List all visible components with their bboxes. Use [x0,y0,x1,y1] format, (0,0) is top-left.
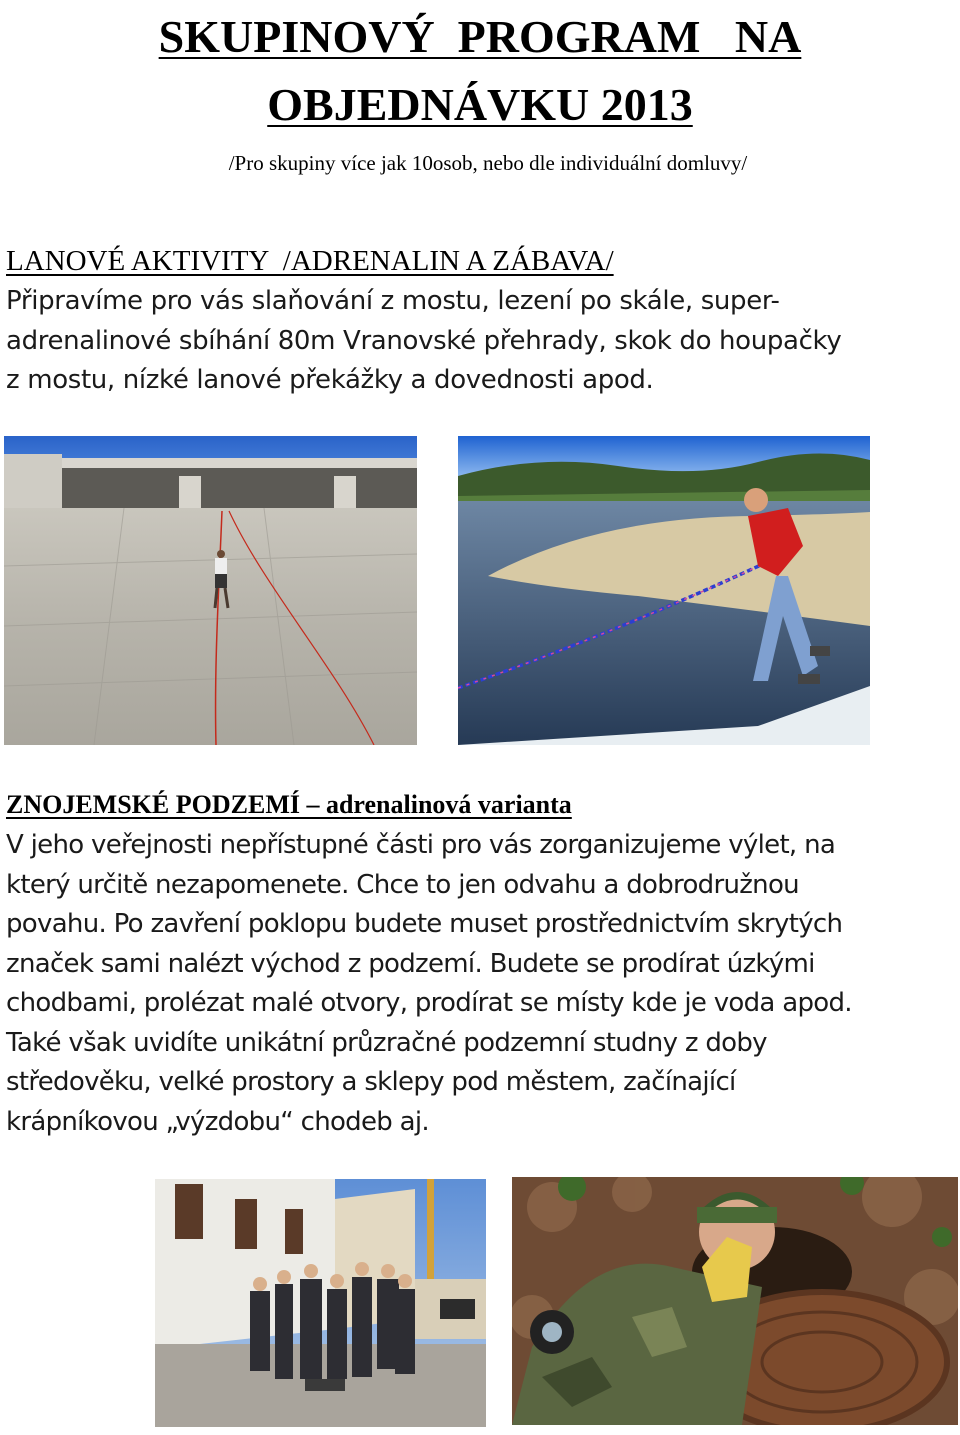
text-line: značek sami nalézt východ z podzemí. Budete se prodírat úzkými [6,948,815,979]
text-line: povahu. Po zavření poklopu budete muset prostřednictvím skrytých [6,909,843,939]
photo-manhole [512,1177,958,1425]
text-line: V jeho veřejnosti nepřístupné části pro vás zorganizujeme výlet, na [6,830,836,860]
text-line: adrenalinové sbíhání 80m Vranovské přehrady, skok do houpačky [6,325,842,356]
page-title [0,8,960,134]
photo-group-street [155,1179,486,1427]
text-line: krápníkovou „výzdobu“ chodeb aj. [6,1106,429,1137]
section-heading-underground: ZNOJEMSKÉ PODZEMÍ – adrenalinová varianta [6,790,572,819]
text-line: středověku, velké prostory a sklepy pod městem, začínající [6,1067,736,1097]
section-heading-rope-activities: LANOVÉ AKTIVITY /ADRENALIN A ZÁBAVA/ [6,245,614,277]
text-line: který určitě nezapomenete. Chce to jen odvahu a dobrodružnou [6,869,799,900]
text-line: Připravíme pro vás slaňování z mostu, lezení po skále, super- [6,286,780,316]
text-line: chodbami, prolézat malé otvory, prodírat se místy kde je voda apod. [6,988,852,1018]
text-line: Také však uvidíte unikátní průzračné podzemní studny z doby [6,1027,767,1058]
photo-dam-rappelling [4,436,417,745]
photo-reservoir-bungee [458,436,870,745]
title-line-1: SKUPINOVÝ PROGRAM NA [158,11,802,62]
page-subtitle: /Pro skupiny více jak 10osob, nebo dle individuální domluvy/ [228,151,748,175]
title-line-2: OBJEDNÁVKU 2013 [267,79,693,130]
text-line: z mostu, nízké lanové překážky a dovednosti apod. [6,365,654,395]
rope-activities-text [6,282,936,401]
underground-text [6,826,956,1142]
